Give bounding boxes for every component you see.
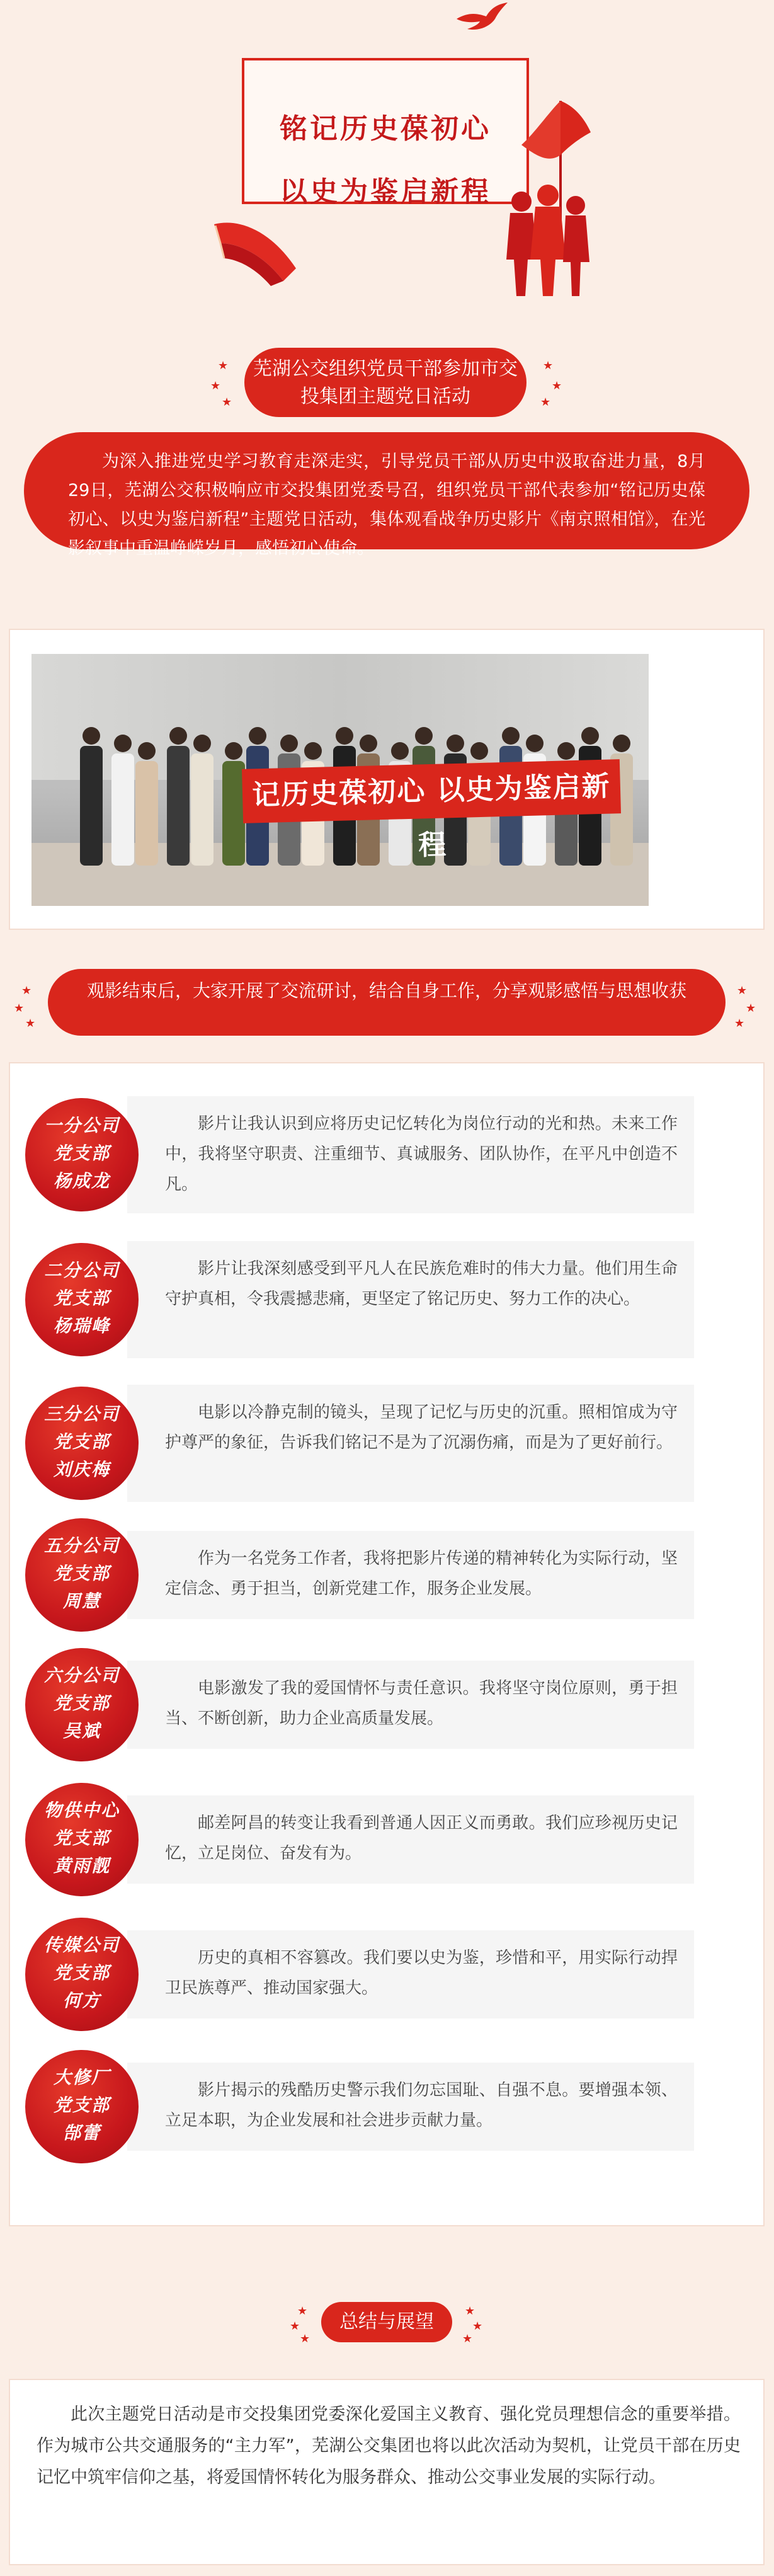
comment-text: 影片让我深刻感受到平凡人在民族危难时的伟大力量。他们用生命守护真相，令我震撼悲痛，更坚定了铭记历史、努力工作的决心。: [127, 1241, 694, 1358]
comment-text: 历史的真相不容篡改。我们要以史为鉴，珍惜和平，用实际行动捍卫民族尊严、推动国家强大。: [127, 1930, 694, 2018]
seal-line: 吴斌: [62, 1720, 101, 1741]
seal-line: 六分公司: [43, 1665, 120, 1686]
branch-seal: [25, 1648, 139, 1761]
section-title-summary: 总结与展望: [321, 2302, 452, 2342]
branch-seal: [25, 1098, 139, 1211]
seal-line: 三分公司: [43, 1404, 120, 1424]
comment-text: 影片揭示的残酷历史警示我们勿忘国耻、自强不息。要增强本领、立足本职，为企业发展和社会进步贡献力量。: [127, 2063, 694, 2151]
person-body: [111, 753, 134, 866]
star-icon: ★: [734, 1017, 745, 1030]
summary-card: [9, 2379, 765, 2565]
person-head: [336, 727, 353, 745]
seal-line: 党支部: [53, 1828, 110, 1848]
comment-text: 影片让我认识到应将历史记忆转化为岗位行动的光和热。未来工作中，我将坚守职责、注重细节、真诚服务、团队协作，在平凡中创造不凡。: [127, 1096, 694, 1213]
seal-line: 二分公司: [43, 1260, 120, 1281]
flag-bearers-silhouette: [485, 94, 592, 296]
star-icon: ★: [222, 396, 232, 409]
star-icon: ★: [218, 359, 229, 372]
person-head: [581, 727, 599, 745]
person-body: [167, 746, 190, 866]
seal-line: 何方: [62, 1990, 101, 2011]
seal-line: 一分公司: [43, 1115, 120, 1136]
person-body: [80, 746, 103, 866]
person-head: [360, 735, 377, 752]
section-title-activity: 芜湖公交组织党员干部参加市交投集团主题党日活动: [244, 348, 526, 417]
seal-line: 党支部: [53, 1143, 110, 1164]
person-head: [447, 735, 464, 752]
comment-text: 作为一名党务工作者，我将把影片传递的精神转化为实际行动，坚定信念、勇于担当，创新党建工作，服务企业发展。: [127, 1531, 694, 1619]
seal-line: 周慧: [62, 1591, 101, 1611]
star-icon: ★: [25, 1017, 36, 1030]
star-icon: ★: [290, 2320, 300, 2333]
person-body: [191, 753, 213, 866]
person-head: [391, 742, 409, 760]
seal-line: 党支部: [53, 1962, 110, 1983]
branch-seal: [25, 1387, 139, 1500]
summary-paragraph: 此次主题党日活动是市交投集团党委深化爱国主义教育、强化党员理想信念的重要举措。作为城市公共交通服务的“主力军”，芜湖公交集团也将以此次活动为契机，让党员干部在历史记忆中筑牢信仰之基，将爱国情怀转化为服务群众、推动公交事业发展的实际行动。: [37, 2405, 741, 2487]
person-head: [470, 742, 488, 760]
star-icon: ★: [746, 1002, 756, 1015]
seal-line: 党支部: [53, 1288, 110, 1308]
star-icon: ★: [472, 2320, 483, 2333]
section-title-discussion: 观影结束后，大家开展了交流研讨，结合自身工作，分享观影感悟与思想收获: [48, 969, 726, 1036]
person-head: [249, 727, 266, 745]
star-icon: ★: [465, 2304, 475, 2318]
person-body: [135, 761, 158, 866]
seal-line: 黄雨靓: [53, 1855, 110, 1876]
seal-line: 大修厂: [53, 2067, 110, 2088]
seal-line: 党支部: [53, 1693, 110, 1714]
seal-line: 党支部: [53, 1431, 110, 1452]
star-icon: ★: [300, 2332, 310, 2345]
star-icon: ★: [543, 359, 554, 372]
seal-line: 党支部: [53, 1563, 110, 1584]
photo-banner-text: 记历史葆初心 以史为鉴启新程: [242, 759, 621, 823]
person-head: [304, 742, 322, 760]
person-head: [613, 735, 630, 752]
star-icon: ★: [297, 2304, 308, 2318]
dove-icon: [453, 0, 510, 35]
seal-line: 物供中心: [43, 1800, 120, 1821]
seal-line: 五分公司: [43, 1535, 120, 1556]
group-photo: [31, 654, 649, 906]
person-head: [415, 727, 433, 745]
seal-line: 杨成龙: [53, 1171, 110, 1191]
branch-seal: [25, 2050, 139, 2163]
comment-text: 电影激发了我的爱国情怀与责任意识。我将坚守岗位原则，勇于担当、不断创新，助力企业高质量发展。: [127, 1661, 694, 1749]
hero-banner: [0, 0, 774, 302]
person-head: [225, 742, 242, 760]
person-head: [557, 742, 575, 760]
person-head: [526, 735, 544, 752]
branch-seal: [25, 1783, 139, 1896]
hero-title-line1: 铭记历史葆初心: [280, 113, 491, 145]
star-icon: ★: [462, 2332, 473, 2345]
red-fan-decoration: [208, 212, 302, 287]
seal-line: 郜蕾: [62, 2122, 101, 2143]
comments-card: [9, 1062, 765, 2226]
person-head: [138, 742, 156, 760]
star-icon: ★: [14, 1002, 25, 1015]
seal-line: 杨瑞峰: [53, 1315, 110, 1336]
photo-card: [9, 629, 765, 930]
seal-line: 党支部: [53, 2095, 110, 2115]
star-icon: ★: [737, 984, 748, 997]
seal-line: 刘庆梅: [53, 1459, 110, 1480]
comment-text: 邮差阿昌的转变让我看到普通人因正义而勇敢。我们应珍视历史记忆，立足岗位、奋发有为。: [127, 1795, 694, 1884]
seal-line: 传媒公司: [43, 1935, 120, 1955]
star-icon: ★: [540, 396, 551, 409]
branch-seal: [25, 1518, 139, 1632]
hero-title-line2: 以史为鉴启新程: [280, 176, 491, 208]
branch-seal: [25, 1918, 139, 2031]
person-head: [193, 735, 211, 752]
person-head: [280, 735, 298, 752]
star-icon: ★: [552, 379, 562, 392]
intro-paragraph: 为深入推进党史学习教育走深走实，引导党员干部从历史中汲取奋进力量，8月29日，芜湖公交积极响应市交投集团党委号召，组织党员干部代表参加“铭记历史葆初心、以史为鉴启新程”主题党日活动，集体观看战争历史影片《南京照相馆》，在光影叙事中重温峥嵘岁月，感悟初心使命。: [24, 432, 749, 549]
star-icon: ★: [21, 984, 32, 997]
comment-text: 电影以冷静克制的镜头，呈现了记忆与历史的沉重。照相馆成为守护尊严的象征，告诉我们铭记不是为了沉溺伤痛，而是为了更好前行。: [127, 1385, 694, 1502]
person-head: [502, 727, 520, 745]
person-head: [169, 727, 187, 745]
branch-seal: [25, 1243, 139, 1356]
person-head: [114, 735, 132, 752]
star-icon: ★: [210, 379, 221, 392]
person-head: [83, 727, 100, 745]
